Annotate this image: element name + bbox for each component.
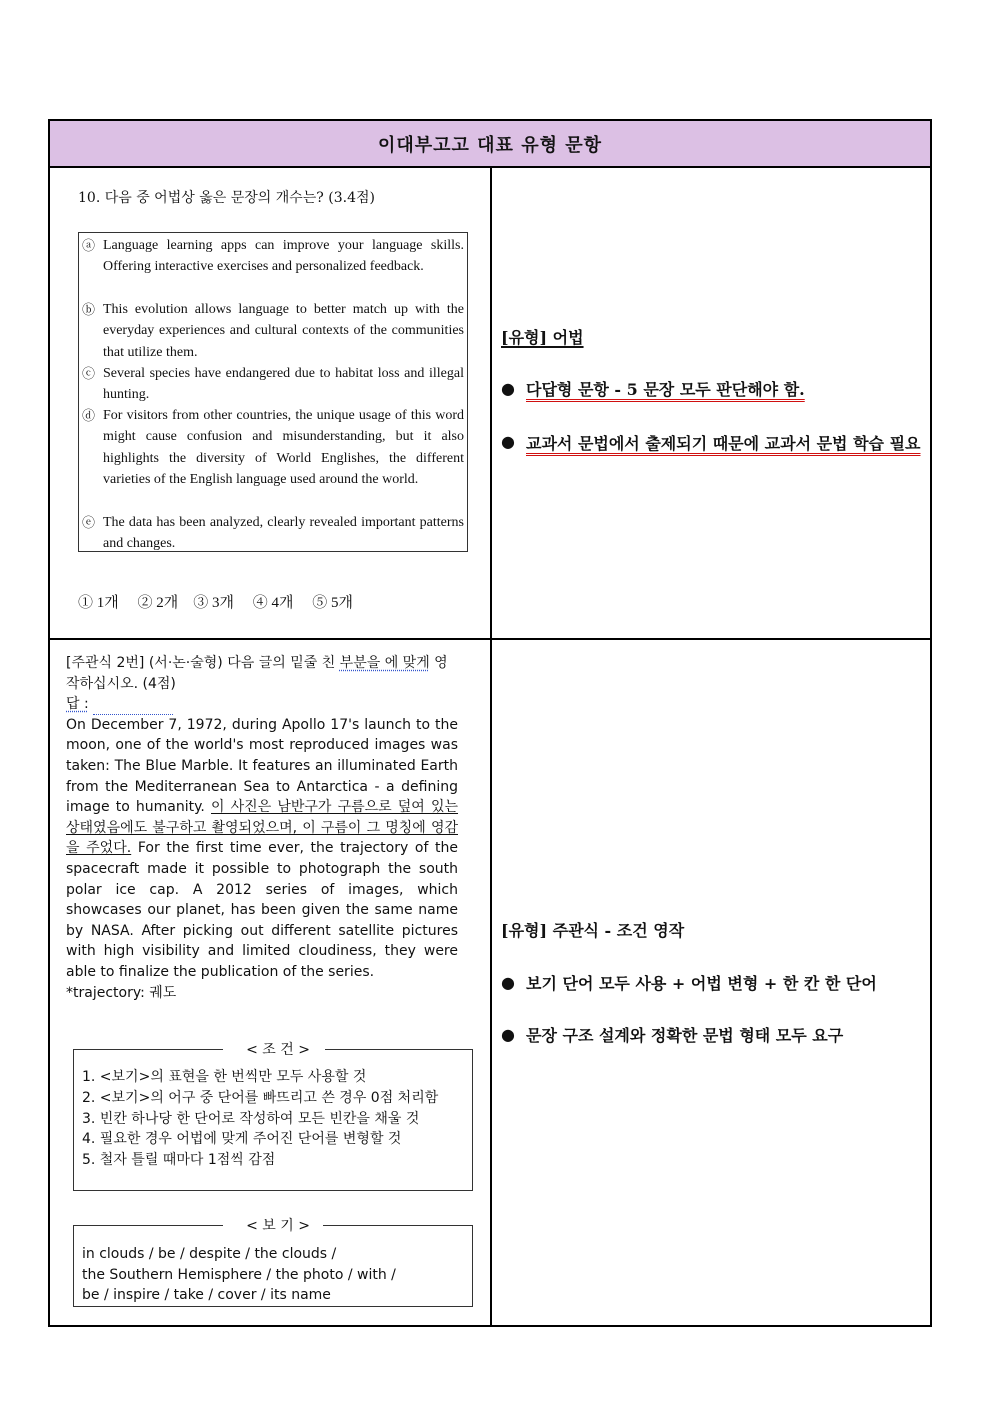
sentence-a	[82, 235, 464, 278]
condition-item: 4. 필요한 경우 어법에 맞게 주어진 단어를 변형할 것	[82, 1131, 402, 1148]
passage-text: On December 7, 1972, during Apollo 17's launch to the moon, one of the world's most reproduced images was taken: The Blue Marble. It features an illuminated Earth from the Mediterranean Sea to Antarctica - a defining image to humanity.	[66, 716, 458, 816]
bullet-icon: ●	[501, 379, 515, 398]
table-header	[50, 121, 930, 168]
header-title: 이대부고고 대표 유형 문항	[377, 134, 603, 156]
condition-item: 5. 철자 틀릴 때마다 1점씩 감점	[82, 1152, 276, 1169]
sentence-mark: ⓓ	[82, 408, 96, 423]
sentence-text: Several species have endangered due to habitat loss and illegal hunting.	[103, 366, 464, 403]
sentence-c	[82, 363, 464, 406]
condition-item: 1. <보기>의 표현을 한 번씩만 모두 사용할 것	[82, 1069, 367, 1085]
question2	[66, 653, 458, 1003]
row-divider	[50, 638, 930, 640]
conditions-list	[82, 1067, 468, 1171]
note-bullet: 교과서 문법에서 출제되기 때문에 교과서 문법 학습 필요	[526, 434, 921, 453]
answer-blank[interactable]	[93, 700, 173, 715]
example-line: the Southern Hemisphere / the photo / with /	[82, 1266, 396, 1283]
answer-label: 답 :	[66, 696, 89, 713]
answer-choices: ① 1개 ② 2개 ③ 3개 ④ 4개 ⑤ 5개	[78, 595, 353, 611]
note-bullet: 보기 단어 모두 사용 + 어법 변형 + 한 칸 한 단어	[526, 974, 877, 993]
bullet-icon: ●	[501, 432, 515, 451]
column-divider	[490, 166, 492, 1327]
note-bullet: 문장 구조 설계와 정확한 문법 형태 모두 요구	[526, 1026, 844, 1045]
example-line: be / inspire / take / cover / its name	[82, 1287, 331, 1303]
question-table	[48, 119, 932, 1327]
sentence-mark: ⓐ	[82, 238, 96, 253]
condition-item: 2. <보기>의 어구 중 단어를 빠뜨리고 쓴 경우 0점 처리함	[82, 1089, 439, 1106]
example-line: in clouds / be / despite / the clouds /	[82, 1246, 337, 1262]
sentence-mark: ⓑ	[82, 302, 96, 317]
type-label-grammar: [유형] 어법	[501, 328, 584, 347]
sentence-mark: ⓒ	[82, 366, 96, 381]
answer-line	[66, 694, 458, 715]
examples-list	[82, 1244, 468, 1306]
instruction-text: [주관식 2번] (서·논·술형) 다음 글의 밑줄 친	[66, 655, 340, 671]
sentence-text: This evolution allows language to better match up with the everyday experiences and cultural contexts of the communities that utilize them.	[103, 302, 464, 360]
question2-instruction	[66, 653, 458, 694]
condition-item: 3. 빈칸 하나당 한 단어로 작성하여 모든 빈칸을 채울 것	[82, 1110, 420, 1127]
footnote: *trajectory: 궤도	[66, 984, 177, 1001]
sentence-e	[82, 512, 464, 555]
sentence-mark: ⓔ	[82, 515, 96, 530]
passage-text: For the first time ever, the trajectory of the spacecraft made it possible to photograph the south polar ice cap. A 2012 series of images, which showcases our planet, has been given the same name by NASA. After picking out different satellite pictures with high visibility and limited cloudiness, they were able to finalize the publication of the series.	[66, 840, 458, 980]
sentence-b	[82, 299, 464, 363]
instruction-text: 영작하십시오. (4점)	[66, 655, 448, 692]
conditions-title: < 조 건 >	[246, 1042, 310, 1058]
passage	[66, 715, 458, 983]
instruction-text-underlined: 부분을 에 맞게	[339, 655, 430, 671]
type-label-writing: [유형] 주관식 - 조건 영작	[501, 921, 685, 940]
passage-underlined-text: 이 사진은 남반구가 구름으로 덮여 있는 상태였음에도 불구하고 촬영되었으며, 이 구름이 그 명칭에 영감을 주었다.	[66, 799, 459, 857]
question1-sentence-box	[78, 232, 468, 552]
note-bullet: 다답형 문항 - 5 문장 모두 판단해야 함.	[526, 380, 805, 399]
sentence-text: Language learning apps can improve your language skills. Offering interactive exercises and personalized feedback.	[103, 238, 464, 275]
examples-title: < 보 기 >	[246, 1218, 310, 1234]
sentence-text: For visitors from other countries, the unique usage of this word might cause confusion and misunderstanding, but it also highlights the diversity of World Englishes, the different varieties of the English language used around the world.	[103, 408, 464, 487]
bullet-icon: ●	[501, 973, 515, 992]
sentence-d	[82, 405, 464, 490]
bullet-icon: ●	[501, 1025, 515, 1044]
question1-title: 10. 다음 중 어법상 옳은 문장의 개수는? (3.4점)	[78, 190, 375, 206]
sentence-text: The data has been analyzed, clearly revealed important patterns and changes.	[103, 515, 464, 552]
